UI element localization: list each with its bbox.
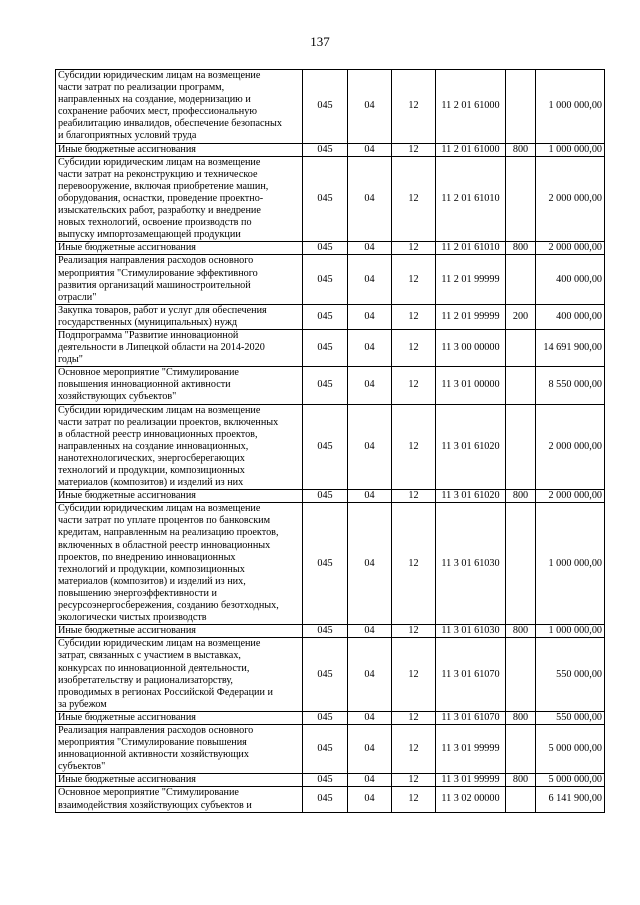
expenditure-name-line: Иные бюджетные ассигнования <box>58 711 196 723</box>
subsection-code-cell: 12 <box>392 787 436 812</box>
page-number: 137 <box>310 34 330 49</box>
expenditure-name-line: развития организаций машиностроительной <box>58 279 251 291</box>
department-code-cell: 045 <box>303 404 348 490</box>
expense-type-code-cell: 800 <box>506 242 536 255</box>
section-code-cell: 04 <box>348 774 392 787</box>
expenditure-name-line: конкурсах по инновационной деятельности, <box>58 662 250 674</box>
expenditure-name-cell <box>56 503 303 625</box>
section-code-cell: 04 <box>348 242 392 255</box>
amount-cell: 5 000 000,00 <box>536 724 605 773</box>
expenditure-name-cell <box>56 724 303 773</box>
department-code-cell: 045 <box>303 329 348 366</box>
amount-cell: 14 691 900,00 <box>536 329 605 366</box>
target-article-code-cell: 11 2 01 61000 <box>436 143 506 156</box>
table-row <box>56 143 605 156</box>
table-row <box>56 503 605 625</box>
expenditure-name-line: направленных на создание, модернизацию и <box>58 94 251 106</box>
department-code-cell: 045 <box>303 490 348 503</box>
department-code-cell: 045 <box>303 711 348 724</box>
subsection-code-cell: 12 <box>392 625 436 638</box>
table-row <box>56 70 605 144</box>
amount-cell: 1 000 000,00 <box>536 503 605 625</box>
expenditure-name-line: мероприятия "Стимулирование повышения <box>58 737 247 749</box>
target-article-code-cell: 11 3 01 61020 <box>436 490 506 503</box>
section-code-cell: 04 <box>348 329 392 366</box>
expenditure-name-cell <box>56 156 303 242</box>
expenditure-name-line: деятельности в Липецкой области на 2014-2020 <box>58 342 265 354</box>
expenditure-name-line: части затрат по реализации программ, <box>58 82 225 94</box>
expenditure-name-line: Иные бюджетные ассигнования <box>58 774 196 786</box>
target-article-code-cell: 11 3 02 00000 <box>436 787 506 812</box>
subsection-code-cell: 12 <box>392 255 436 304</box>
amount-cell: 6 141 900,00 <box>536 787 605 812</box>
expenditure-name-line: Иные бюджетные ассигнования <box>58 490 196 502</box>
expenditure-name-line: ресурсоэнергосбережения, созданию безотходных, <box>58 600 279 612</box>
expenditure-name-cell <box>56 625 303 638</box>
subsection-code-cell: 12 <box>392 242 436 255</box>
section-code-cell: 04 <box>348 490 392 503</box>
department-code-cell: 045 <box>303 70 348 144</box>
table-row <box>56 255 605 304</box>
expense-type-code-cell <box>506 787 536 812</box>
table-row <box>56 625 605 638</box>
expenditure-name-line: перевооружение, включая приобретение машин, <box>58 180 269 192</box>
department-code-cell: 045 <box>303 638 348 712</box>
department-code-cell: 045 <box>303 304 348 329</box>
target-article-code-cell: 11 3 01 61070 <box>436 638 506 712</box>
expenditure-name-cell <box>56 711 303 724</box>
expenditure-name-line: государственных (муниципальных) нужд <box>58 316 238 328</box>
subsection-code-cell: 12 <box>392 724 436 773</box>
subsection-code-cell: 12 <box>392 774 436 787</box>
expenditure-name-cell <box>56 70 303 144</box>
section-code-cell: 04 <box>348 367 392 404</box>
subsection-code-cell: 12 <box>392 490 436 503</box>
expense-type-code-cell <box>506 638 536 712</box>
table-row <box>56 329 605 366</box>
expenditure-name-cell <box>56 490 303 503</box>
section-code-cell: 04 <box>348 724 392 773</box>
target-article-code-cell: 11 2 01 61010 <box>436 242 506 255</box>
expenditure-name-line: сохранение рабочих мест, профессиональную <box>58 106 257 118</box>
target-article-code-cell: 11 3 01 61030 <box>436 625 506 638</box>
expenditure-name-line: годы" <box>58 354 83 366</box>
expenditure-name-line: Субсидии юридическим лицам на возмещение <box>58 638 261 650</box>
table-row <box>56 242 605 255</box>
target-article-code-cell: 11 3 00 00000 <box>436 329 506 366</box>
expense-type-code-cell <box>506 156 536 242</box>
target-article-code-cell: 11 3 01 61030 <box>436 503 506 625</box>
expenditure-name-line: Иные бюджетные ассигнования <box>58 242 196 254</box>
expenditure-name-line: Закупка товаров, работ и услуг для обеспечения <box>58 304 267 316</box>
subsection-code-cell: 12 <box>392 143 436 156</box>
target-article-code-cell: 11 2 01 99999 <box>436 255 506 304</box>
amount-cell: 550 000,00 <box>536 638 605 712</box>
expenditure-name-line: проектов, по внедрению инновационных <box>58 551 236 563</box>
amount-cell: 8 550 000,00 <box>536 367 605 404</box>
table-row <box>56 638 605 712</box>
expenditure-name-line: направленных на создание инновационных, <box>58 440 249 452</box>
expense-type-code-cell <box>506 724 536 773</box>
expenditure-name-cell <box>56 143 303 156</box>
expenditure-name-cell <box>56 329 303 366</box>
section-code-cell: 04 <box>348 638 392 712</box>
table-row <box>56 787 605 812</box>
amount-cell: 1 000 000,00 <box>536 625 605 638</box>
expenditure-name-cell <box>56 787 303 812</box>
department-code-cell: 045 <box>303 503 348 625</box>
budget-table-body <box>56 70 605 813</box>
expenditure-name-line: Субсидии юридическим лицам на возмещение <box>58 70 261 81</box>
section-code-cell: 04 <box>348 70 392 144</box>
table-row <box>56 304 605 329</box>
target-article-code-cell: 11 3 01 61070 <box>436 711 506 724</box>
department-code-cell: 045 <box>303 255 348 304</box>
expenditure-name-line: повышения инновационной активности <box>58 379 231 391</box>
expenditure-name-line: материалов (композитов) и изделий из них, <box>58 575 246 587</box>
department-code-cell: 045 <box>303 143 348 156</box>
target-article-code-cell: 11 3 01 99999 <box>436 724 506 773</box>
expenditure-name-line: мероприятия "Стимулирование эффективного <box>58 267 258 279</box>
table-row <box>56 367 605 404</box>
subsection-code-cell: 12 <box>392 304 436 329</box>
table-row <box>56 774 605 787</box>
expenditure-name-line: Субсидии юридическим лицам на возмещение <box>58 156 261 168</box>
department-code-cell: 045 <box>303 724 348 773</box>
expenditure-name-line: изобретательству и рационализаторству, <box>58 674 233 686</box>
expenditure-name-line: инновационной активности хозяйствующих <box>58 749 249 761</box>
table-row <box>56 156 605 242</box>
expenditure-name-line: Субсидии юридическим лицам на возмещение <box>58 404 261 416</box>
amount-cell: 1 000 000,00 <box>536 143 605 156</box>
department-code-cell: 045 <box>303 367 348 404</box>
expenditure-name-line: части затрат на реконструкцию и техническое <box>58 168 258 180</box>
expenditure-name-line: Субсидии юридическим лицам на возмещение <box>58 503 261 515</box>
expenditure-name-line: изыскательских работ, разработку и внедрение <box>58 205 261 217</box>
expenditure-name-line: реабилитацию инвалидов, обеспечение безопасных <box>58 118 282 130</box>
expenditure-name-line: Подпрограмма "Развитие инновационной <box>58 329 239 341</box>
expenditure-name-line: повышению энергоэффективности и <box>58 587 217 599</box>
expenditure-name-line: части затрат по реализации проектов, включенных <box>58 416 279 428</box>
subsection-code-cell: 12 <box>392 329 436 366</box>
budget-table <box>55 69 605 813</box>
subsection-code-cell: 12 <box>392 503 436 625</box>
expenditure-name-line: кредитам, направленным на реализацию проектов, <box>58 527 279 539</box>
expenditure-name-cell <box>56 404 303 490</box>
expense-type-code-cell <box>506 503 536 625</box>
section-code-cell: 04 <box>348 625 392 638</box>
subsection-code-cell: 12 <box>392 638 436 712</box>
expense-type-code-cell <box>506 70 536 144</box>
amount-cell: 550 000,00 <box>536 711 605 724</box>
expenditure-name-line: Реализация направления расходов основного <box>58 255 254 267</box>
section-code-cell: 04 <box>348 143 392 156</box>
expenditure-name-line: Основное мероприятие "Стимулирование <box>58 787 239 799</box>
subsection-code-cell: 12 <box>392 156 436 242</box>
amount-cell: 400 000,00 <box>536 304 605 329</box>
expenditure-name-line: выпуску импортозамещающей продукции <box>58 229 241 241</box>
expenditure-name-line: Иные бюджетные ассигнования <box>58 143 196 155</box>
target-article-code-cell: 11 2 01 61000 <box>436 70 506 144</box>
department-code-cell: 045 <box>303 156 348 242</box>
table-row <box>56 490 605 503</box>
expense-type-code-cell: 800 <box>506 143 536 156</box>
expense-type-code-cell: 800 <box>506 625 536 638</box>
expense-type-code-cell <box>506 367 536 404</box>
expenditure-name-cell <box>56 367 303 404</box>
table-row <box>56 711 605 724</box>
expenditure-name-line: оборудования, оснастки, проведение проектно- <box>58 192 264 204</box>
target-article-code-cell: 11 3 01 00000 <box>436 367 506 404</box>
expenditure-name-line: части затрат по уплате процентов по банковским <box>58 515 271 527</box>
expenditure-name-line: Основное мероприятие "Стимулирование <box>58 367 239 379</box>
expenditure-name-line: включенных в областной реестр инновационных <box>58 539 271 551</box>
expenditure-name-line: и благоприятных условий труда <box>58 130 197 142</box>
amount-cell: 2 000 000,00 <box>536 242 605 255</box>
department-code-cell: 045 <box>303 774 348 787</box>
subsection-code-cell: 12 <box>392 70 436 144</box>
section-code-cell: 04 <box>348 787 392 812</box>
expenditure-name-line: взаимодействия хозяйствующих субъектов и <box>58 799 252 811</box>
expenditure-name-line: Реализация направления расходов основного <box>58 724 254 736</box>
expense-type-code-cell: 800 <box>506 711 536 724</box>
expenditure-name-line: Иные бюджетные ассигнования <box>58 625 196 637</box>
department-code-cell: 045 <box>303 625 348 638</box>
expenditure-name-line: проводимых в регионах Российской Федерации и <box>58 686 273 698</box>
subsection-code-cell: 12 <box>392 404 436 490</box>
expenditure-name-line: новых технологий, освоение производств по <box>58 217 252 229</box>
expense-type-code-cell <box>506 329 536 366</box>
expense-type-code-cell: 800 <box>506 774 536 787</box>
expenditure-name-line: экологически чистых производств <box>58 612 207 624</box>
section-code-cell: 04 <box>348 711 392 724</box>
section-code-cell: 04 <box>348 404 392 490</box>
target-article-code-cell: 11 3 01 61020 <box>436 404 506 490</box>
expenditure-name-line: материалов (композитов) и изделий из них <box>58 477 244 489</box>
expenditure-name-line: технологий и продукции, композиционных <box>58 563 245 575</box>
amount-cell: 5 000 000,00 <box>536 774 605 787</box>
amount-cell: 2 000 000,00 <box>536 156 605 242</box>
expense-type-code-cell <box>506 404 536 490</box>
expenditure-name-line: за рубежом <box>58 698 107 710</box>
amount-cell: 400 000,00 <box>536 255 605 304</box>
amount-cell: 2 000 000,00 <box>536 404 605 490</box>
amount-cell: 1 000 000,00 <box>536 70 605 144</box>
expenditure-name-line: затрат, связанных с участием в выставках, <box>58 650 241 662</box>
expenditure-name-line: отрасли" <box>58 291 97 303</box>
department-code-cell: 045 <box>303 787 348 812</box>
section-code-cell: 04 <box>348 255 392 304</box>
section-code-cell: 04 <box>348 503 392 625</box>
section-code-cell: 04 <box>348 304 392 329</box>
target-article-code-cell: 11 3 01 99999 <box>436 774 506 787</box>
expenditure-name-cell <box>56 242 303 255</box>
expenditure-name-line: хозяйствующих субъектов" <box>58 391 177 403</box>
subsection-code-cell: 12 <box>392 711 436 724</box>
expenditure-name-cell <box>56 304 303 329</box>
section-code-cell: 04 <box>348 156 392 242</box>
target-article-code-cell: 11 2 01 99999 <box>436 304 506 329</box>
expenditure-name-cell <box>56 774 303 787</box>
amount-cell: 2 000 000,00 <box>536 490 605 503</box>
table-row <box>56 724 605 773</box>
expense-type-code-cell: 800 <box>506 490 536 503</box>
expense-type-code-cell <box>506 255 536 304</box>
subsection-code-cell: 12 <box>392 367 436 404</box>
table-row <box>56 404 605 490</box>
expenditure-name-line: субъектов" <box>58 761 106 773</box>
department-code-cell: 045 <box>303 242 348 255</box>
expenditure-name-cell <box>56 255 303 304</box>
expenditure-name-line: технологий и продукции, композиционных <box>58 465 245 476</box>
expenditure-name-line: нанотехнологических, энергосберегающих <box>58 452 245 464</box>
expenditure-name-line: в областной реестр инновационных проектов, <box>58 428 258 440</box>
target-article-code-cell: 11 2 01 61010 <box>436 156 506 242</box>
expense-type-code-cell: 200 <box>506 304 536 329</box>
expenditure-name-cell <box>56 638 303 712</box>
